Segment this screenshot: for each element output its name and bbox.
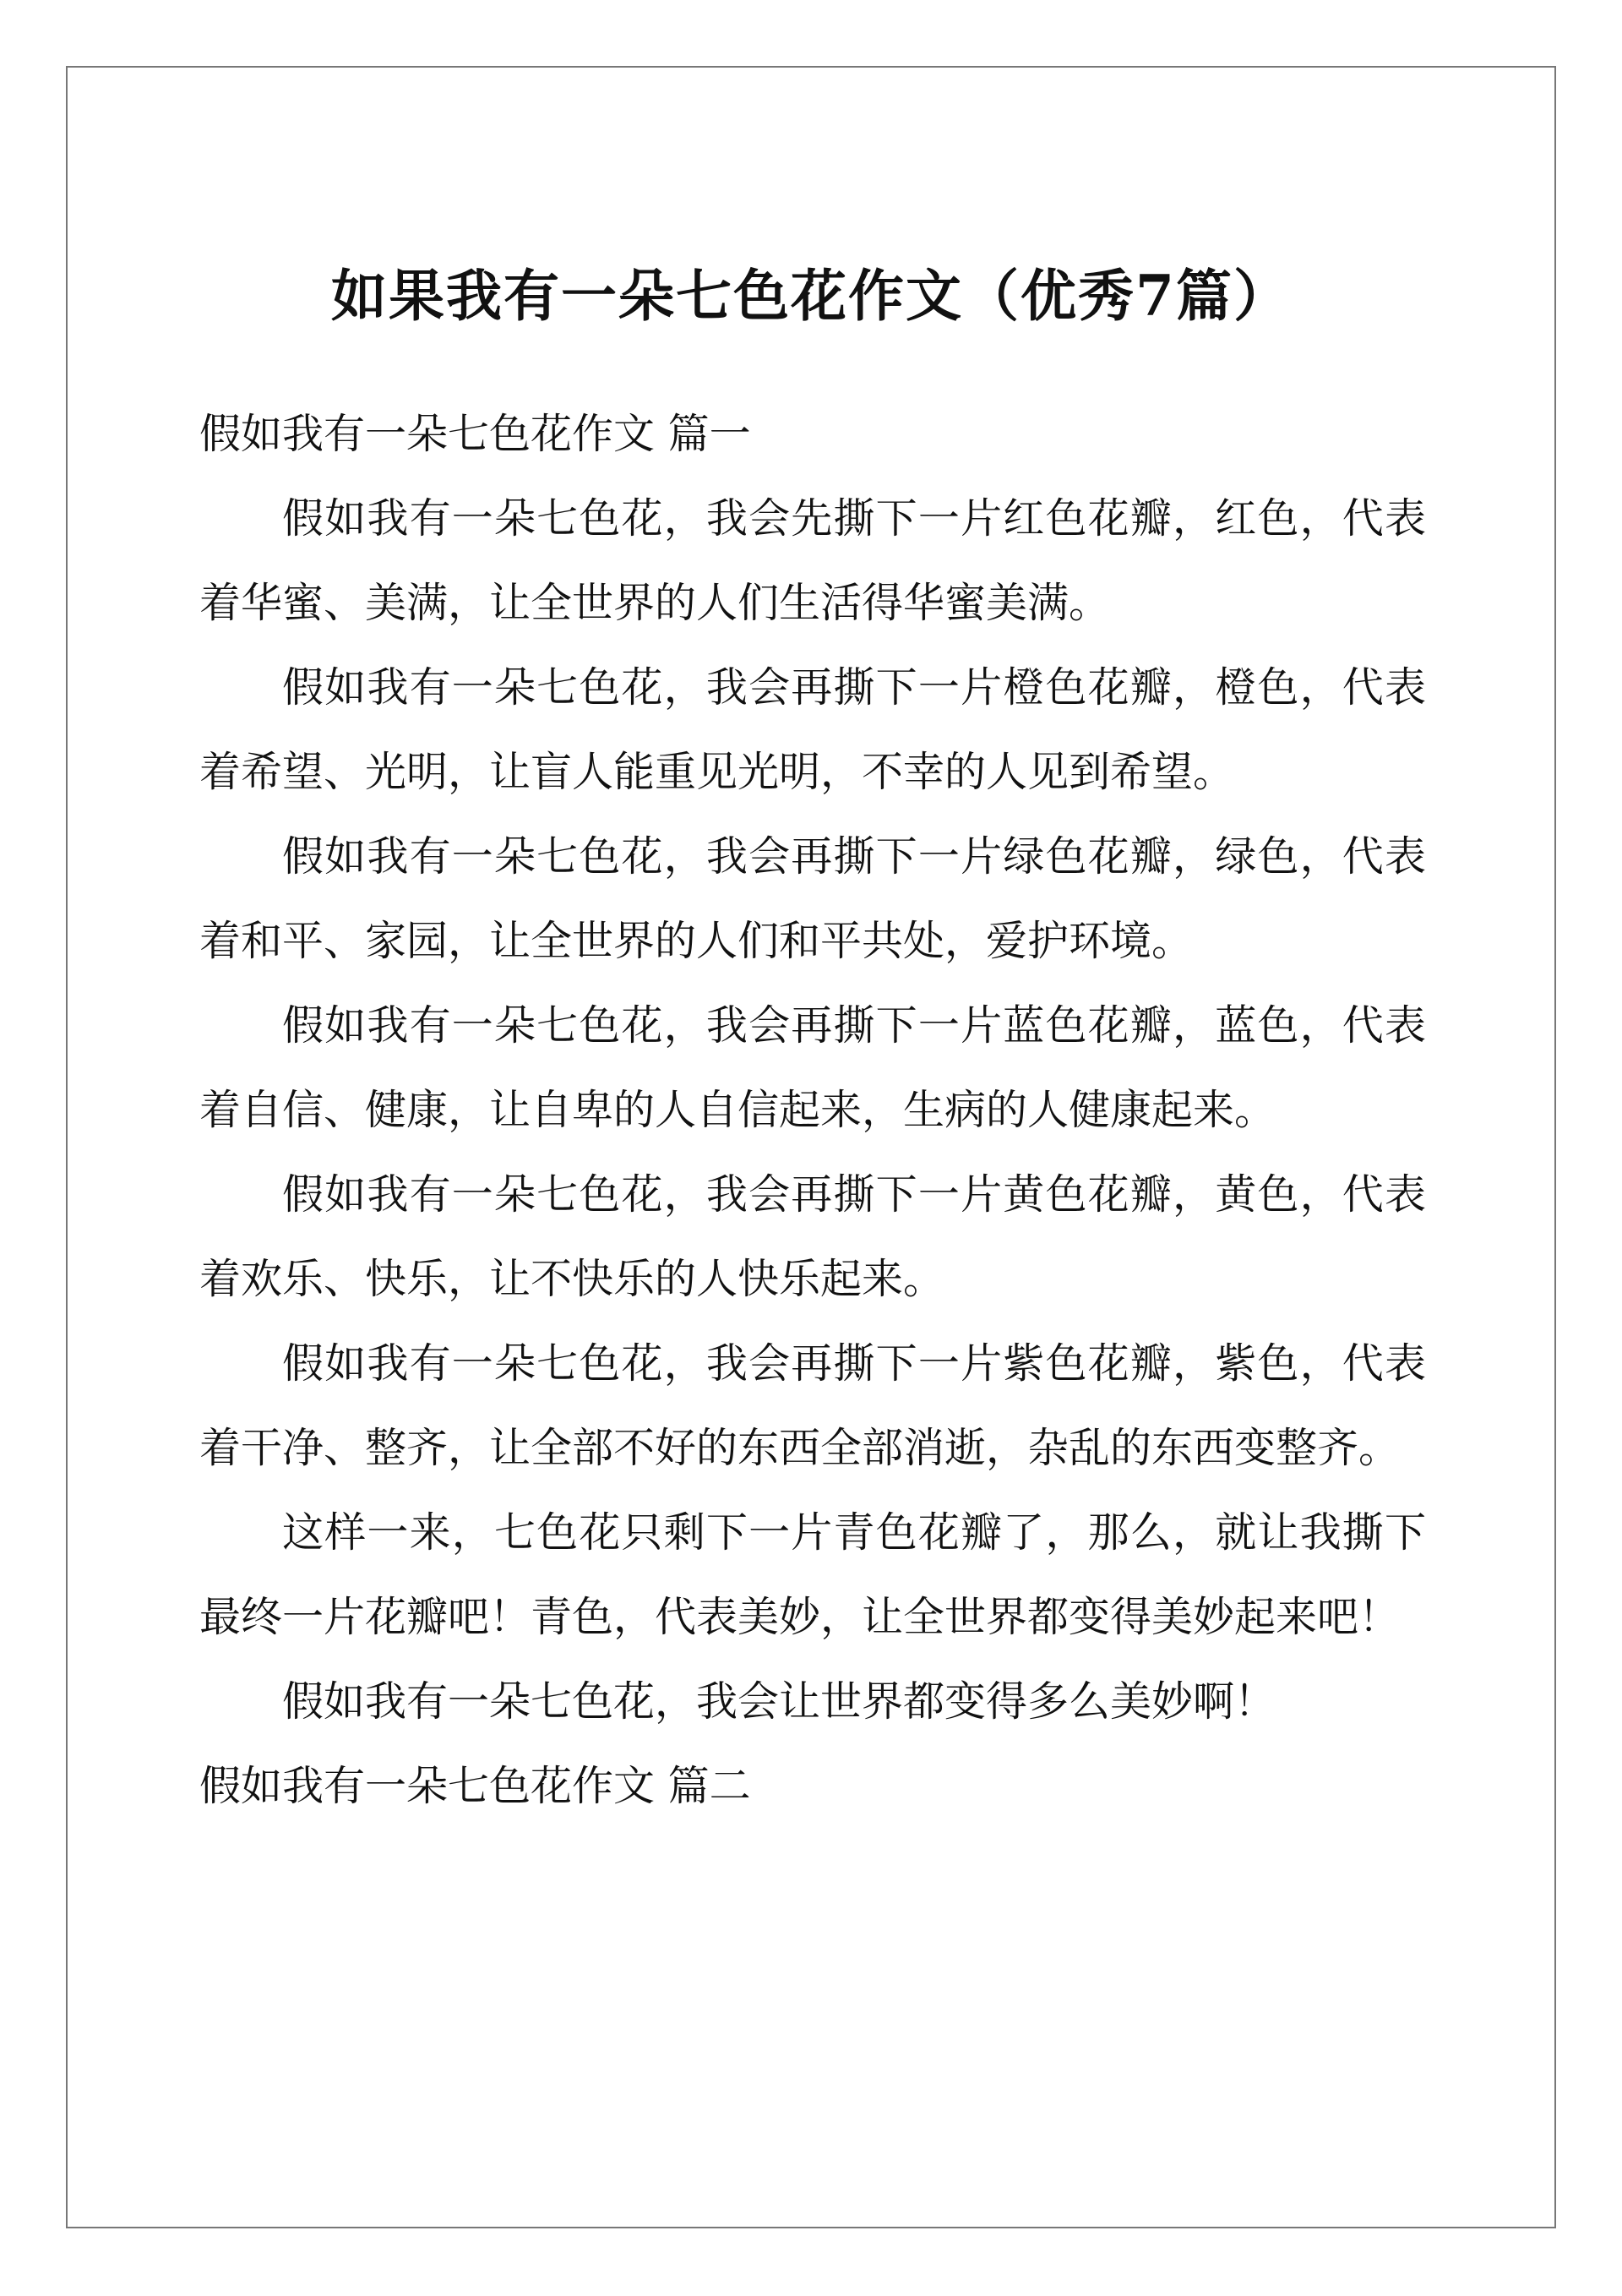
- section-heading-2: 假如我有一朵七色花作文 篇二: [199, 1762, 751, 1810]
- paragraph: 假如我有一朵七色花，我会先撕下一片红色花瓣，红色，代表着华蜜、美满，让全世界的人们生活得华蜜美满。: [199, 494, 1426, 627]
- paragraph: 假如我有一朵七色花，我会再撕下一片黄色花瓣，黄色，代表着欢乐、快乐，让不快乐的人快乐起来。: [199, 1170, 1426, 1303]
- paragraph: 这样一来，七色花只剩下一片青色花瓣了，那么，就让我撕下最终一片花瓣吧！青色，代表美妙，让全世界都变得美妙起来吧！: [199, 1508, 1426, 1641]
- document-title: 如果我有一朵七色花作文（优秀7篇）: [331, 263, 1291, 329]
- section-heading-1: 假如我有一朵七色花作文 篇一: [199, 410, 751, 458]
- document-body: [199, 392, 1426, 1829]
- paragraph: 假如我有一朵七色花，我会让世界都变得多么美妙啊！: [282, 1677, 1276, 1726]
- paragraph: 假如我有一朵七色花，我会再撕下一片绿色花瓣，绿色，代表着和平、家园，让全世界的人们和平共处，爱护环境。: [199, 832, 1426, 965]
- paragraph: 假如我有一朵七色花，我会再撕下一片橙色花瓣，橙色，代表着希望、光明，让盲人能重见光明，不幸的人见到希望。: [199, 663, 1426, 796]
- paragraph: 假如我有一朵七色花，我会再撕下一片蓝色花瓣，蓝色，代表着自信、健康，让自卑的人自信起来，生病的人健康起来。: [199, 1001, 1426, 1134]
- paragraph: 假如我有一朵七色花，我会再撕下一片紫色花瓣，紫色，代表着干净、整齐，让全部不好的东西全部消逝，杂乱的东西变整齐。: [199, 1339, 1426, 1472]
